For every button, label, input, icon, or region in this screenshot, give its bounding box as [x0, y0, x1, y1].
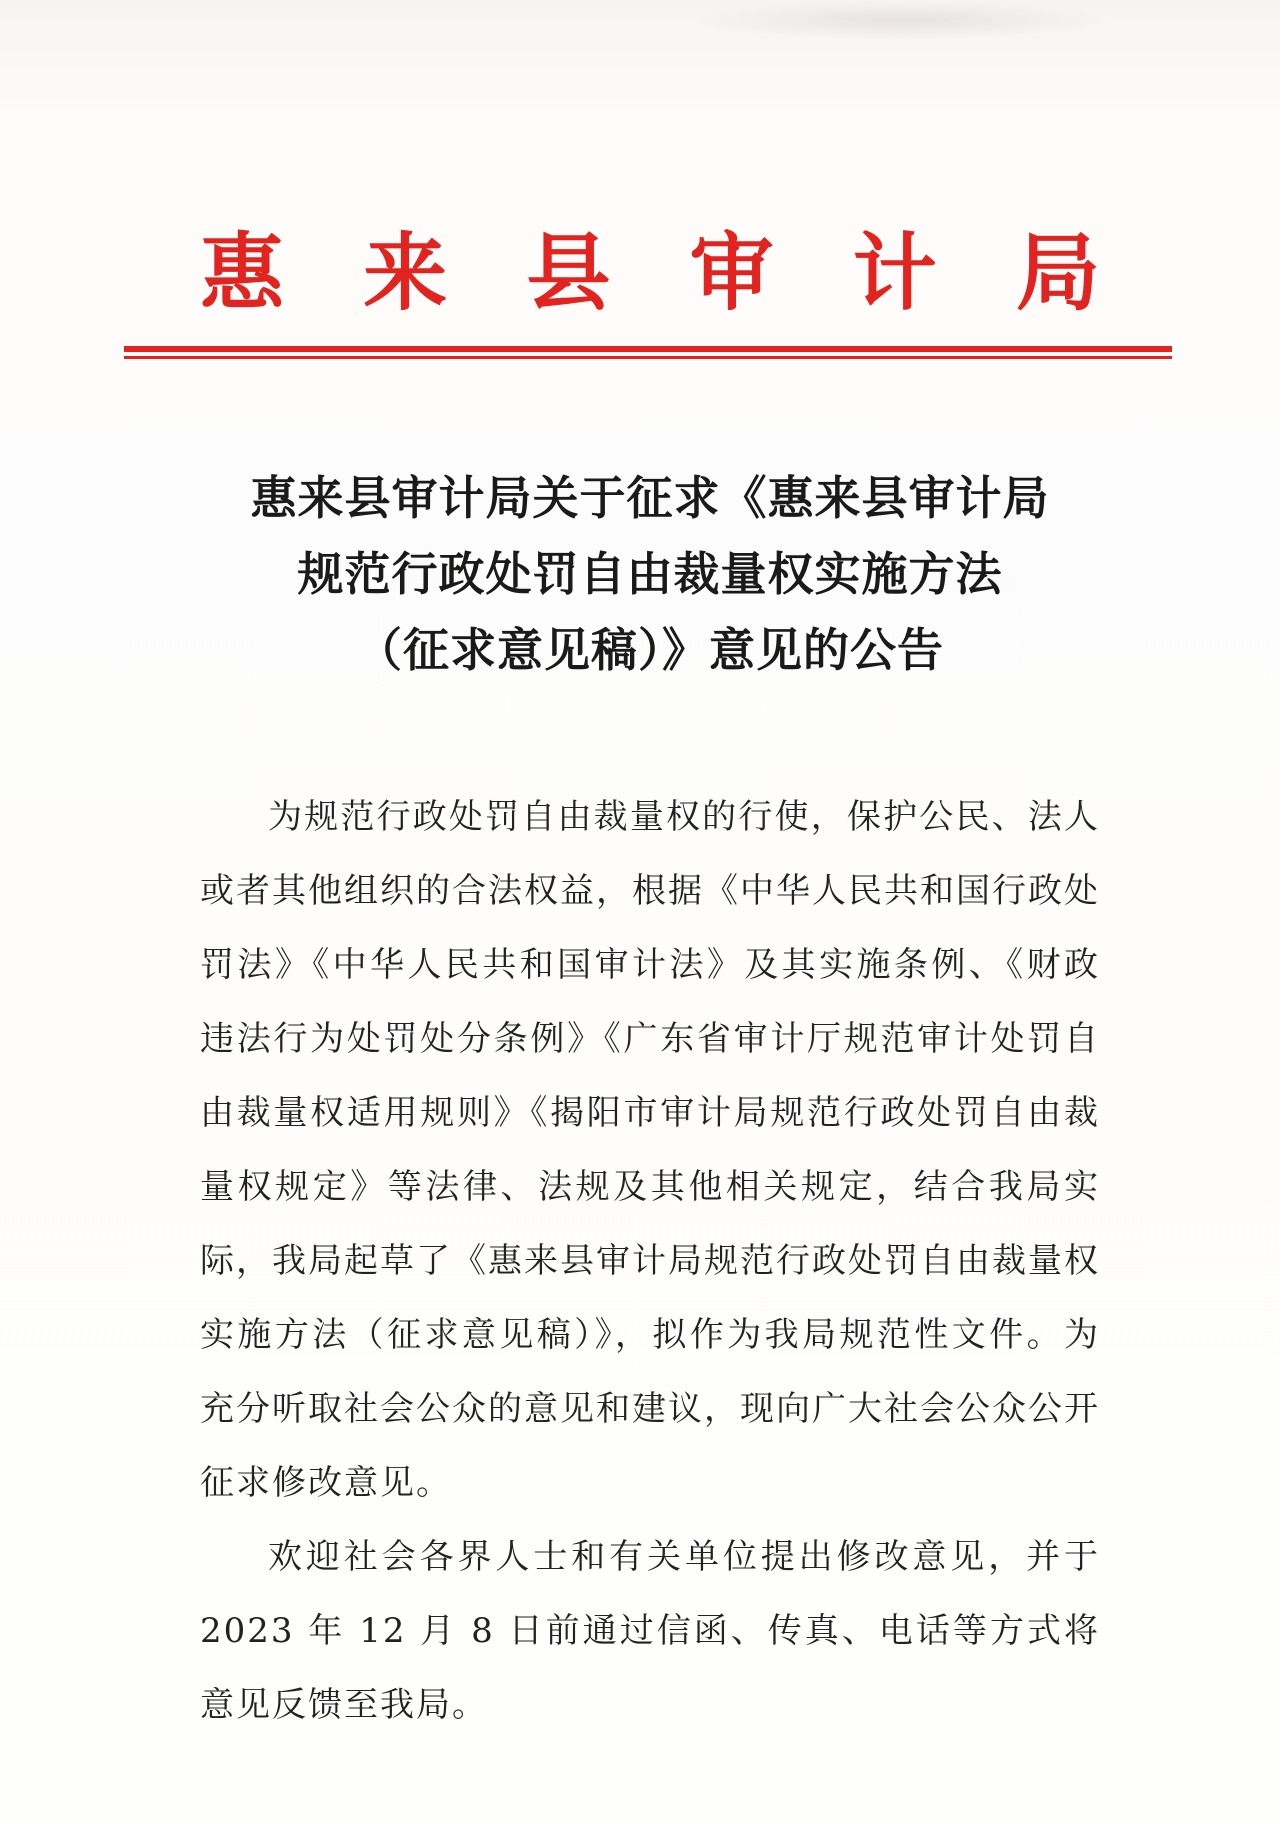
- document-body: [200, 780, 1100, 1742]
- letterhead-rule-thick: [124, 346, 1172, 352]
- letterhead: [120, 218, 1180, 328]
- letterhead-char: 来: [363, 223, 448, 322]
- letterhead-char: 县: [526, 223, 611, 322]
- document-title: [150, 460, 1150, 688]
- letterhead-char: 计: [852, 223, 937, 322]
- letterhead-char: 审: [689, 223, 774, 322]
- letterhead-char: 惠: [200, 223, 285, 322]
- letterhead-char: 局: [1015, 223, 1100, 322]
- body-paragraph: 为规范行政处罚自由裁量权的行使，保护公民、法人或者其他组织的合法权益，根据《中华人民共和国行政处罚法》《中华人民共和国审计法》及其实施条例、《财政违法行为处罚处分条例》《广东省审计厅规范审计处罚自由裁量权适用规则》《揭阳市审计局规范行政处罚自由裁量权规定》等法律、法规及其他相关规定，结合我局实际，我局起草了《惠来县审计局规范行政处罚自由裁量权实施方法（征求意见稿）》，拟作为我局规范性文件。为充分听取社会公众的意见和建议，现向广大社会公众公开征求修改意见。: [200, 797, 1100, 1503]
- title-line: 规范行政处罚自由裁量权实施方法: [297, 547, 1003, 601]
- scan-smudge: [690, 0, 1110, 40]
- letterhead-rule-thin: [124, 356, 1172, 359]
- title-line: （征求意见稿）》意见的公告: [356, 623, 944, 677]
- title-line: 惠来县审计局关于征求《惠来县审计局: [250, 471, 1050, 525]
- body-paragraph: 欢迎社会各界人士和有关单位提出修改意见，并于 2023 年 12 月 8 日前通过信函、传真、电话等方式将意见反馈至我局。: [200, 1537, 1100, 1725]
